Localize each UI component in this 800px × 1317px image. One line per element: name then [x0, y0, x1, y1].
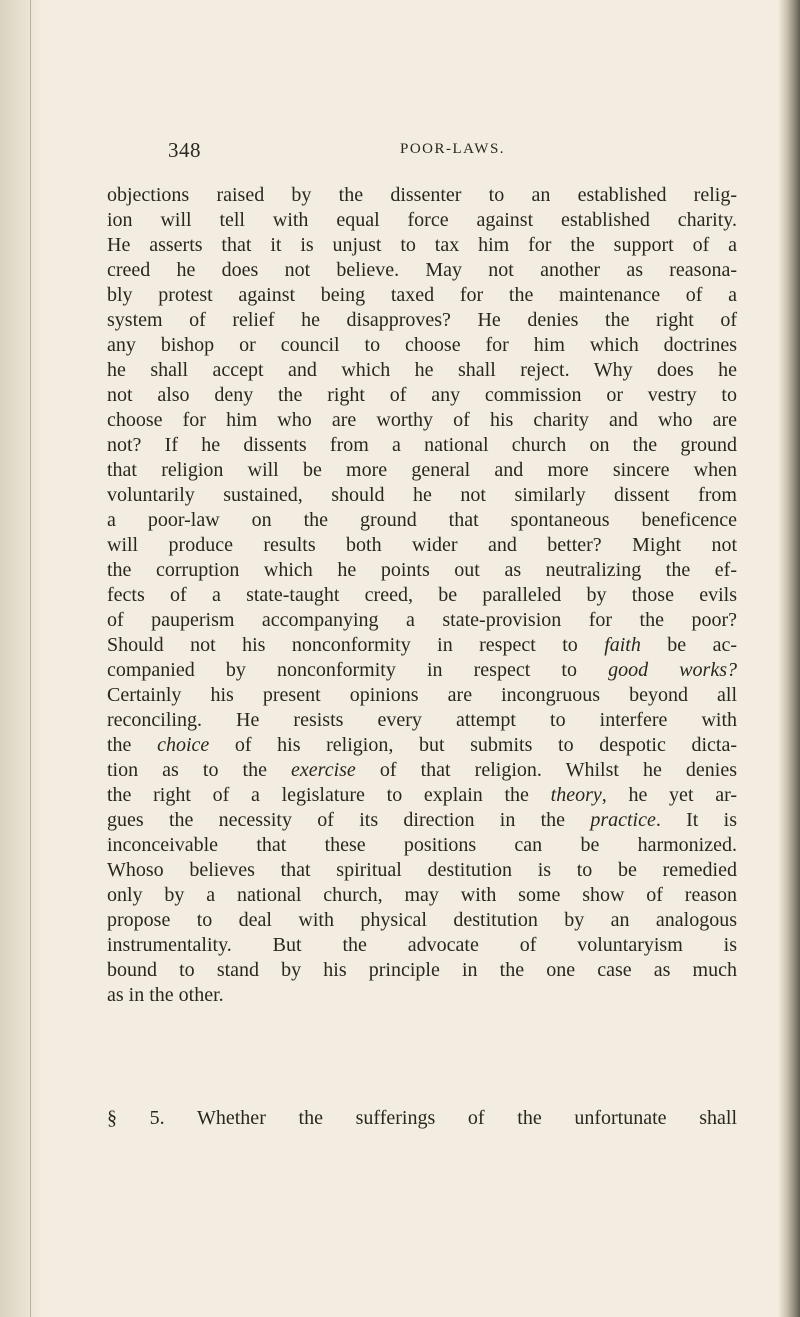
text-run: system of relief he disapproves? He denies the right of — [107, 309, 737, 331]
running-head: POOR-LAWS. — [400, 141, 506, 157]
text-line — [107, 608, 737, 633]
text-run: not? If he dissents from a national church on the ground — [107, 434, 737, 456]
text-line — [107, 558, 737, 583]
text-run: the — [107, 734, 158, 756]
text-run: the right of a legislature to explain the — [107, 784, 551, 806]
text-line — [107, 783, 737, 808]
italic-text: faith — [604, 634, 641, 656]
text-run: tion as to the — [107, 759, 292, 781]
text-run: he shall accept and which he shall reject. Why does he — [107, 359, 737, 381]
text-run: Certainly his present opinions are incongruous beyond all — [107, 684, 737, 706]
text-line — [107, 658, 737, 683]
text-run: that religion will be more general and more sincere when — [107, 459, 737, 481]
text-run: inconceivable that these positions can be harmonized. — [107, 834, 737, 856]
text-line — [107, 233, 737, 258]
text-line — [107, 758, 737, 783]
text-line — [107, 883, 737, 908]
text-run: as in the other. — [107, 984, 224, 1006]
italic-text: theory — [550, 784, 602, 806]
text-line — [107, 808, 737, 833]
text-run: . It is — [655, 809, 737, 831]
text-run: He asserts that it is unjust to tax him for the support of a — [107, 234, 737, 256]
text-line — [107, 483, 737, 508]
italic-text: choice — [157, 734, 210, 756]
text-line — [107, 208, 737, 233]
text-run: bound to stand by his principle in the one case as much — [107, 959, 737, 981]
text-line — [107, 733, 737, 758]
italic-text: exercise — [291, 759, 356, 781]
text-line — [107, 358, 737, 383]
text-run: Whoso believes that spiritual destitution is to be remedied — [107, 859, 737, 881]
text-line — [107, 858, 737, 883]
text-run: Should not his nonconformity in respect to — [107, 634, 605, 656]
left-page-gutter — [0, 0, 42, 1317]
text-line — [107, 433, 737, 458]
text-line — [107, 683, 737, 708]
text-run: instrumentality. But the advocate of voluntaryism is — [107, 934, 737, 956]
text-run: any bishop or council to choose for him which doctrines — [107, 334, 737, 356]
text-run: a poor-law on the ground that spontaneous beneficence — [107, 509, 737, 531]
text-run: ion will tell with equal force against established charity. — [107, 209, 737, 231]
text-run: fects of a state-taught creed, be paralleled by those evils — [107, 584, 737, 606]
section-heading-line — [107, 1107, 737, 1132]
text-line — [107, 908, 737, 933]
text-run: choose for him who are worthy of his charity and who are — [107, 409, 737, 431]
text-line — [107, 633, 737, 658]
text-run: , he yet ar- — [601, 784, 738, 806]
text-line — [107, 533, 737, 558]
text-line — [107, 983, 737, 1008]
text-run: bly protest against being taxed for the maintenance of a — [107, 284, 737, 306]
page-number: 348 — [168, 138, 201, 162]
text-run: the corruption which he points out as neutralizing the ef- — [107, 559, 737, 581]
text-run: gues the necessity of its direction in the — [107, 809, 591, 831]
text-line — [107, 333, 737, 358]
italic-text: good works? — [608, 659, 737, 681]
italic-text: practice — [590, 809, 656, 831]
text-run: objections raised by the dissenter to an established relig- — [107, 184, 737, 206]
text-line — [107, 383, 737, 408]
text-run: not also deny the right of any commission or vestry to — [107, 384, 737, 406]
text-run: companied by nonconformity in respect to — [107, 659, 609, 681]
text-line — [107, 958, 737, 983]
text-run: only by a national church, may with some show of reason — [107, 884, 737, 906]
section-text: Whether the sufferings of the unfortunate shall — [197, 1107, 737, 1129]
text-line — [107, 708, 737, 733]
right-page-edge-shadow — [778, 0, 800, 1317]
text-line — [107, 458, 737, 483]
text-run: of his religion, but submits to despotic dicta- — [209, 734, 737, 756]
text-line — [107, 508, 737, 533]
text-line — [107, 183, 737, 208]
text-line — [107, 258, 737, 283]
body-paragraph — [107, 183, 737, 1008]
text-line — [107, 408, 737, 433]
text-run: reconciling. He resists every attempt to interfere with — [107, 709, 737, 731]
text-run: will produce results both wider and better? Might not — [107, 534, 737, 556]
text-line — [107, 308, 737, 333]
text-run: propose to deal with physical destitution by an analogous — [107, 909, 737, 931]
text-run: voluntarily sustained, should he not similarly dissent from — [107, 484, 737, 506]
text-run: of that religion. Whilst he denies — [355, 759, 738, 781]
text-line — [107, 583, 737, 608]
page-header — [0, 138, 800, 164]
text-line — [107, 933, 737, 958]
text-run: be ac- — [640, 634, 738, 656]
text-line — [107, 283, 737, 308]
text-run: creed he does not believe. May not another as reasona- — [107, 259, 737, 281]
text-run: of pauperism accompanying a state-provision for the poor? — [107, 609, 737, 631]
section-symbol: § 5. — [107, 1107, 165, 1129]
text-line — [107, 833, 737, 858]
